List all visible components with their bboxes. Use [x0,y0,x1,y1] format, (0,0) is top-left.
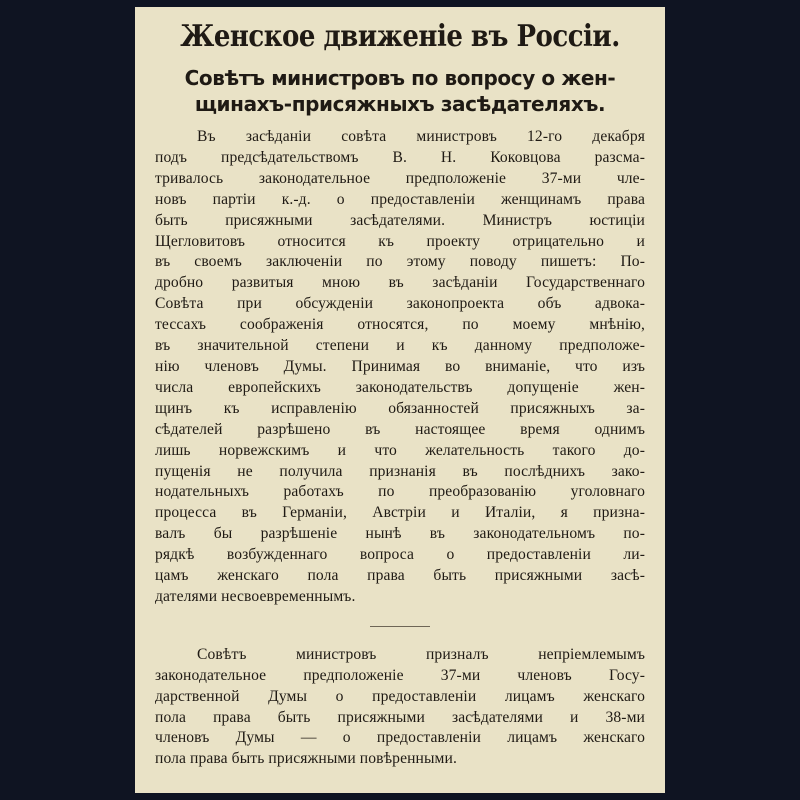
text-line: процесса въ Германiи, Австрiи и Италiи, я призна- [155,504,645,522]
text-line: быть присяжными засѣдателями. Министръ юстицiи [155,211,645,229]
text-line: лишь норвежскимъ и что желательность такого до- [155,441,645,459]
text-line: дателями несвоевременнымъ. [155,587,356,605]
text-line: Въ засѣданiи совѣта министровъ 12-го декабря [197,128,645,145]
text-line: щинъ къ исправленiю обязанностей присяжныхъ за- [155,399,645,417]
text-line: законодательное предположенiе 37-ми членовъ Госу- [155,666,645,684]
subheadline [155,65,645,117]
paragraph-1 [155,127,645,608]
headline: Женское движенiе въ Россiи. [180,19,620,55]
text-line: пущенiя не получила признанiя въ послѣднихъ зако- [155,462,645,480]
subheadline-line: Совѣтъ министровъ по вопросу о жен- [184,66,616,90]
text-line: сѣдателей разрѣшено въ настоящее время однимъ [155,420,645,438]
text-line: рядкѣ возбужденнаго вопроса о предоставленiи ли- [155,546,645,564]
text-line: членовъ Думы — о предоставленiи лицамъ женскаго [155,729,645,747]
newspaper-clipping [135,7,665,793]
text-line: пола права быть присяжными засѣдателями и 38-ми [155,708,645,726]
subheadline-line: щинахъ-присяжныхъ засѣдателяхъ. [194,92,606,116]
text-line: въ значительной степени и къ данному предположе- [155,337,645,355]
text-line: Щегловитовъ относится къ проекту отрицательно и [155,232,645,250]
text-line: тривалось законодательное предположенiе 37-ми чле- [155,169,645,187]
text-line: нодательныхъ работахъ по преобразованiю уголовнаго [155,483,645,501]
text-line: подъ предсѣдательствомъ В. Н. Коковцова разсма- [155,148,645,166]
text-line: новъ партiи к.-д. о предоставленiи женщинамъ права [155,190,645,208]
paragraph-2 [155,645,645,770]
text-line: тессахъ соображенiя относятся, по моему мнѣнiю, [155,316,645,334]
text-line: дробно развитыя мною въ засѣданiи Государственнаго [155,274,645,292]
section-divider [370,626,430,627]
text-line: числа европейскихъ законодательствъ допущенiе жен- [155,378,645,396]
text-line: въ своемъ заключенiи по этому поводу пишетъ: По- [155,253,645,271]
text-line: Совѣта при обсужденiи законопроекта объ адвока- [155,295,645,313]
text-line: валъ бы разрѣшенiе нынѣ въ законодательномъ по- [155,525,645,543]
text-line: цамъ женскаго пола права быть присяжными засѣ- [155,567,645,585]
text-line: нiю членовъ Думы. Принимая во вниманiе, что изъ [155,357,645,375]
text-line: Совѣтъ министровъ призналъ непрiемлемымъ [197,645,645,663]
text-line: пола права быть присяжными повѣренными. [155,750,457,768]
text-line: дарственной Думы о предоставленiи лицамъ женскаго [155,687,645,705]
